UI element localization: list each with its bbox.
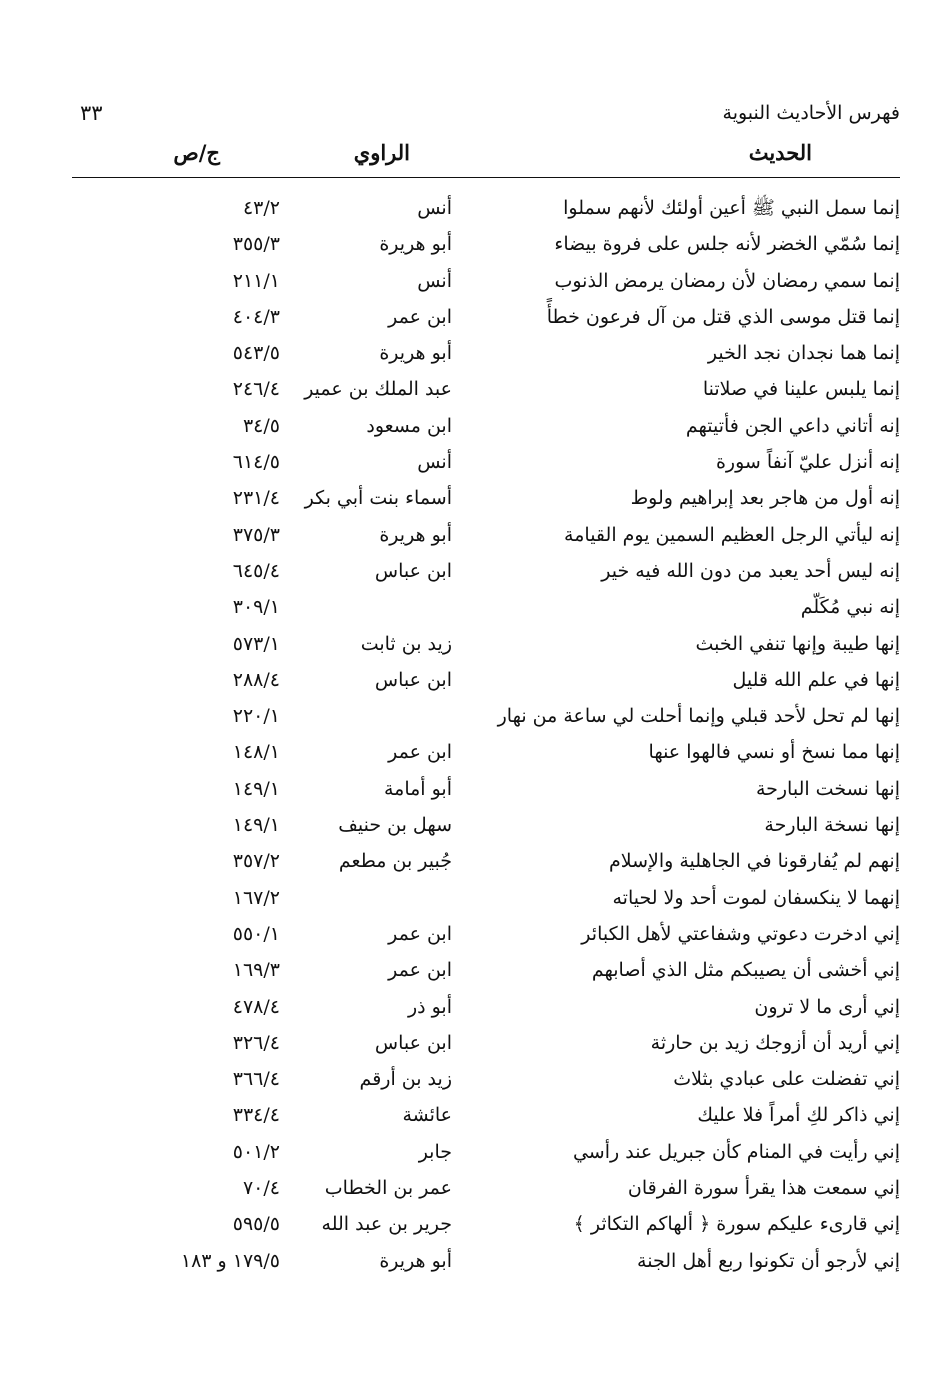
volume-page-reference: ١٤٨/١: [232, 741, 280, 764]
header-divider: [72, 177, 900, 178]
volume-page-reference: ٥٧٣/١: [232, 632, 280, 655]
volume-page-reference: ١٦٩/٣: [232, 959, 280, 982]
table-row: [72, 952, 900, 988]
volume-page-reference: ٣٥٥/٣: [232, 233, 280, 256]
narrator-name: ابن عمر: [388, 959, 452, 982]
volume-page-reference: ٢٤٦/٤: [232, 378, 280, 401]
hadith-text: إنما سمي رمضان لأن رمضان يرمض الذنوب: [554, 269, 900, 292]
column-header-narrator: الراوي: [353, 140, 410, 165]
narrator-name: جابر: [418, 1140, 452, 1163]
narrator-name: أنس: [417, 451, 452, 474]
hadith-index-table: [72, 190, 900, 1279]
hadith-text: إني سمعت هذا يقرأ سورة الفرقان: [627, 1177, 900, 1200]
narrator-name: أبو هريرة: [379, 342, 452, 365]
volume-page-reference: ٤٧٨/٤: [232, 995, 280, 1018]
hadith-text: إني لأرجو أن تكونوا ربع أهل الجنة: [637, 1249, 900, 1272]
volume-page-reference: ٢٢٠/١: [232, 705, 280, 728]
hadith-text: إنها نسخت البارحة: [755, 777, 900, 800]
hadith-text: إنه أنزل عليّ آنفاً سورة: [715, 451, 900, 474]
volume-page-reference: ٥٤٣/٥: [232, 342, 280, 365]
table-row: [72, 553, 900, 589]
table-row: [72, 734, 900, 770]
narrator-name: أسماء بنت أبي بكر: [304, 487, 452, 510]
table-row: [72, 626, 900, 662]
table-row: [72, 408, 900, 444]
narrator-name: ابن عباس: [374, 559, 452, 582]
table-row: [72, 1206, 900, 1242]
table-row: [72, 335, 900, 371]
table-row: [72, 589, 900, 625]
column-header-volume-page: ج/ص: [173, 140, 220, 165]
narrator-name: ابن عباس: [374, 1031, 452, 1054]
volume-page-reference: ٤٠٤/٣: [232, 305, 280, 328]
table-row: [72, 1025, 900, 1061]
hadith-text: إنها نسخة البارحة: [764, 814, 900, 837]
narrator-name: أنس: [417, 197, 452, 219]
volume-page-reference: ٦١٤/٥: [232, 451, 280, 474]
narrator-name: زيد بن ثابت: [360, 632, 452, 655]
volume-page-reference: ٥٠١/٢: [232, 1140, 280, 1163]
hadith-text: إنه ليأتي الرجل العظيم السمين يوم القيامة: [564, 523, 900, 546]
hadith-text: إنه نبي مُكَلّم: [800, 596, 900, 619]
narrator-name: ابن عمر: [388, 305, 452, 328]
table-row: [72, 989, 900, 1025]
hadith-text: إنهم لم يُفارقونا في الجاهلية والإسلام: [608, 850, 900, 873]
table-row: [72, 1243, 900, 1279]
running-title: فهرس الأحاديث النبوية: [722, 102, 900, 124]
hadith-text: إني قارىء عليكم سورة ﴿ ألهاكم التكاثر ﴾: [573, 1213, 900, 1236]
volume-page-reference: ٣٠٩/١: [232, 596, 280, 619]
volume-page-reference: ٣٢٦/٤: [232, 1031, 280, 1054]
narrator-name: ابن عمر: [388, 741, 452, 764]
hadith-text: إنما يلبس علينا في صلاتنا: [702, 378, 900, 401]
hadith-text: إنه أتاني داعي الجن فأتيتهم: [685, 414, 900, 437]
table-row: [72, 517, 900, 553]
volume-page-reference: ٣٤/٥: [242, 414, 280, 437]
narrator-name: عبد الملك بن عمير: [304, 378, 452, 401]
volume-page-reference: ١٧٩/٥ و ١٨٣: [180, 1249, 280, 1272]
table-row: [72, 843, 900, 879]
narrator-name: عائشة: [402, 1104, 452, 1127]
volume-page-reference: ٤٣/٢: [242, 197, 280, 219]
table-row: [72, 263, 900, 299]
volume-page-reference: ٧٠/٤: [242, 1177, 280, 1200]
hadith-text: إنها لم تحل لأحد قبلي وإنما أحلت لي ساعة من نهار: [497, 705, 900, 728]
volume-page-reference: ١٤٩/١: [232, 814, 280, 837]
page-number: ٣٣: [80, 101, 103, 125]
hadith-text: إنها في علم الله قليل: [732, 668, 900, 691]
volume-page-reference: ٣٧٥/٣: [232, 523, 280, 546]
hadith-text: إني ذاكر لكِ أمراً فلا عليك: [697, 1104, 900, 1127]
volume-page-reference: ٦٤٥/٤: [232, 559, 280, 582]
hadith-text: إني تفضلت على عبادي بثلاث: [673, 1068, 900, 1091]
narrator-name: عمر بن الخطاب: [324, 1177, 452, 1200]
hadith-text: إني ادخرت دعوتي وشفاعتي لأهل الكبائر: [581, 922, 900, 945]
narrator-name: أبو أمامة: [383, 777, 452, 800]
hadith-text: إنما سمل النبي ﷺ أعين أولئك لأنهم سملوا: [563, 197, 900, 219]
table-row: [72, 771, 900, 807]
volume-page-reference: ١٦٧/٢: [232, 886, 280, 909]
narrator-name: أبو هريرة: [379, 523, 452, 546]
volume-page-reference: ٣٣٤/٤: [232, 1104, 280, 1127]
hadith-text: إنها مما نسخ أو نسي فالهوا عنها: [648, 741, 900, 764]
volume-page-reference: ٥٩٥/٥: [232, 1213, 280, 1236]
table-row: [72, 1134, 900, 1170]
narrator-name: أبو هريرة: [379, 233, 452, 256]
table-row: [72, 371, 900, 407]
volume-page-reference: ١٤٩/١: [232, 777, 280, 800]
hadith-text: إنها طيبة وإنها تنفي الخبث: [695, 632, 900, 655]
volume-page-reference: ٥٥٠/١: [232, 922, 280, 945]
table-row: [72, 916, 900, 952]
table-row: [72, 444, 900, 480]
hadith-text: إنما سُمّي الخضر لأنه جلس على فروة بيضاء: [554, 233, 900, 256]
table-row: [72, 299, 900, 335]
table-row: [72, 880, 900, 916]
narrator-name: سهل بن حنيف: [338, 814, 452, 837]
table-header: [72, 138, 900, 174]
narrator-name: جرير بن عبد الله: [321, 1213, 452, 1236]
table-row: [72, 190, 900, 226]
narrator-name: ابن عباس: [374, 668, 452, 691]
hadith-text: إني أرى ما لا ترون: [754, 995, 900, 1018]
table-row: [72, 1170, 900, 1206]
hadith-text: إنما هما نجدان نجد الخير: [707, 342, 900, 365]
table-row: [72, 698, 900, 734]
running-head: [72, 96, 900, 130]
hadith-text: إنه أول من هاجر بعد إبراهيم ولوط: [630, 487, 900, 510]
column-header-hadith: الحديث: [748, 140, 812, 165]
table-row: [72, 480, 900, 516]
narrator-name: أبو هريرة: [379, 1249, 452, 1272]
narrator-name: ابن مسعود: [366, 414, 452, 437]
table-row: [72, 226, 900, 262]
hadith-text: إنه ليس أحد يعبد من دون الله فيه خير: [601, 559, 900, 582]
narrator-name: ابن عمر: [388, 922, 452, 945]
narrator-name: زيد بن أرقم: [359, 1068, 452, 1091]
hadith-text: إنما قتل موسى الذي قتل من آل فرعون خطأً: [546, 305, 900, 328]
hadith-text: إني أريد أن أزوجك زيد بن حارثة: [650, 1031, 900, 1054]
table-row: [72, 807, 900, 843]
hadith-text: إني رأيت في المنام كأن جبريل عند رأسي: [572, 1140, 900, 1163]
narrator-name: أنس: [417, 269, 452, 292]
hadith-text: إني أخشى أن يصيبكم مثل الذي أصابهم: [591, 959, 900, 982]
hadith-text: إنهما لا ينكسفان لموت أحد ولا لحياته: [612, 886, 900, 909]
narrator-name: جُبير بن مطعم: [338, 850, 452, 873]
narrator-name: أبو ذر: [407, 995, 452, 1018]
table-row: [72, 662, 900, 698]
table-row: [72, 1061, 900, 1097]
volume-page-reference: ٢١١/١: [232, 269, 280, 292]
volume-page-reference: ٣٦٦/٤: [232, 1068, 280, 1091]
volume-page-reference: ٣٥٧/٢: [232, 850, 280, 873]
table-row: [72, 1097, 900, 1133]
volume-page-reference: ٢٨٨/٤: [232, 668, 280, 691]
volume-page-reference: ٢٣١/٤: [232, 487, 280, 510]
